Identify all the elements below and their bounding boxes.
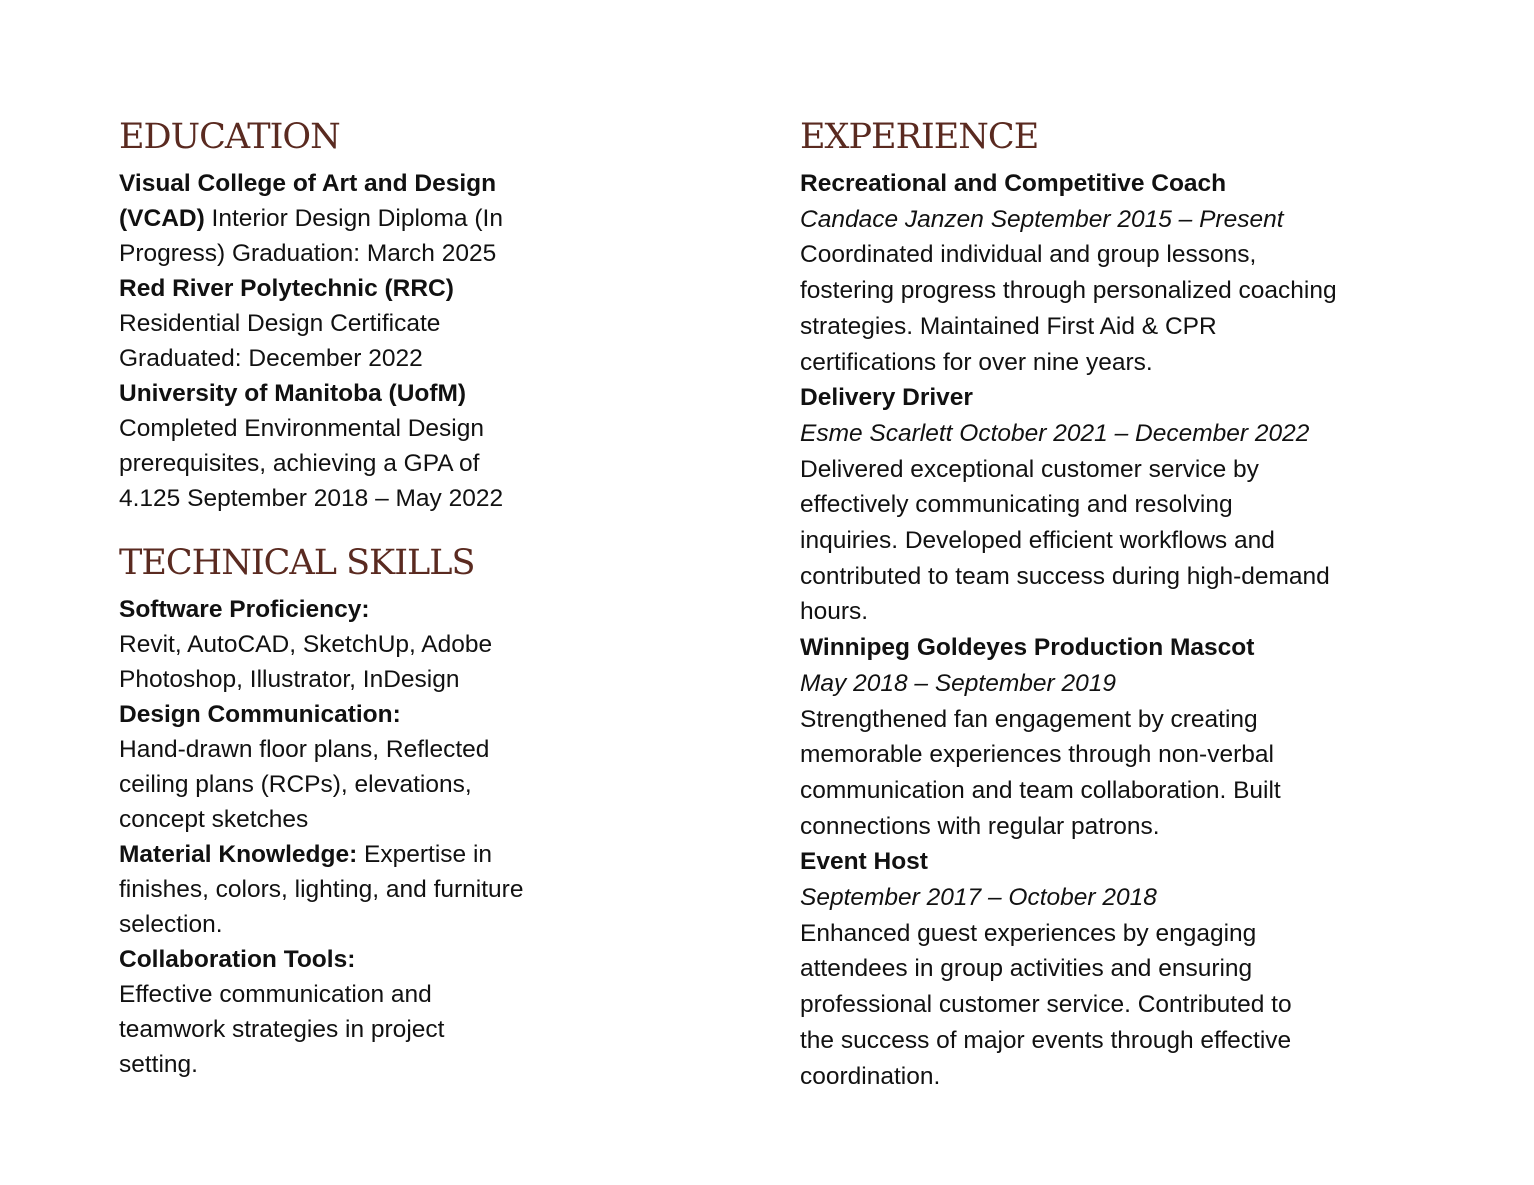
job-description-line: certifications for over nine years.: [800, 348, 1153, 376]
job-description-line: Strengthened fan engagement by creating: [800, 705, 1258, 733]
job-description-line: the success of major events through effective: [800, 1026, 1292, 1054]
school-name: University of Manitoba (UofM): [119, 380, 467, 407]
skill-line: Photoshop, Illustrator, InDesign: [119, 666, 460, 693]
job-description-line: Delivered exceptional customer service by: [800, 455, 1259, 483]
job-description-line: effectively communicating and resolving: [800, 491, 1233, 519]
job-meta: May 2018 – September 2019: [800, 669, 1116, 697]
job-description-line: memorable experiences through non-verbal: [800, 741, 1274, 769]
job-meta: September 2017 – October 2018: [800, 884, 1157, 912]
education-line: [119, 201, 639, 236]
skill-line: [119, 837, 639, 872]
experience-section: [800, 112, 1440, 1094]
job-description-line: Coordinated individual and group lessons,: [800, 241, 1257, 269]
program-name: Interior Design Diploma (In: [204, 205, 503, 232]
job-meta: Candace Janzen September 2015 – Present: [800, 205, 1284, 233]
school-name: Red River Polytechnic (RRC): [119, 275, 454, 302]
experience-heading: EXPERIENCE: [800, 117, 1039, 157]
job-description-line: Enhanced guest experiences by engaging: [800, 919, 1257, 947]
job-description-line: fostering progress through personalized coaching: [800, 277, 1337, 305]
skill-line: Hand-drawn floor plans, Reflected: [119, 736, 490, 763]
education-line: 4.125 September 2018 – May 2022: [119, 485, 504, 512]
school-name: Visual College of Art and Design: [119, 170, 497, 197]
skill-line: setting.: [119, 1051, 198, 1078]
skill-label: Software Proficiency:: [119, 596, 370, 623]
job-title: Delivery Driver: [800, 384, 973, 412]
skill-line: Revit, AutoCAD, SketchUp, Adobe: [119, 631, 493, 658]
skill-line: selection.: [119, 911, 223, 938]
job-description-line: professional customer service. Contributed to: [800, 991, 1292, 1019]
job-description-line: contributed to team success during high-demand: [800, 562, 1330, 590]
job-title: Event Host: [800, 848, 928, 876]
job-description-line: inquiries. Developed efficient workflows and: [800, 527, 1275, 555]
skill-label: Design Communication:: [119, 701, 401, 728]
skills-section: [119, 538, 639, 1082]
education-line: Completed Environmental Design: [119, 415, 484, 442]
job-title: Winnipeg Goldeyes Production Mascot: [800, 634, 1255, 662]
skill-line: finishes, colors, lighting, and furniture: [119, 876, 524, 903]
education-heading: EDUCATION: [119, 117, 340, 157]
job-description-line: coordination.: [800, 1062, 941, 1090]
job-description-line: strategies. Maintained First Aid & CPR: [800, 312, 1217, 340]
education-line: prerequisites, achieving a GPA of: [119, 450, 480, 477]
job-entry: [800, 380, 1440, 630]
school-abbreviation: (VCAD): [119, 205, 205, 232]
education-line: Progress) Graduation: March 2025: [119, 240, 497, 267]
education-line: Graduated: December 2022: [119, 345, 423, 372]
skills-heading: TECHNICAL SKILLS: [119, 543, 475, 583]
job-meta: Esme Scarlett October 2021 – December 2022: [800, 419, 1310, 447]
right-column: [800, 112, 1440, 1094]
job-entry: [800, 166, 1440, 380]
skill-line: ceiling plans (RCPs), elevations,: [119, 771, 472, 798]
skill-label: Collaboration Tools:: [119, 946, 356, 973]
program-name: Residential Design Certificate: [119, 310, 441, 337]
job-title: Recreational and Competitive Coach: [800, 170, 1227, 197]
skill-line: teamwork strategies in project: [119, 1016, 445, 1043]
left-column: [119, 112, 639, 1082]
job-description-line: attendees in group activities and ensuring: [800, 955, 1253, 983]
skill-line: concept sketches: [119, 806, 309, 833]
job-description-line: communication and team collaboration. Built: [800, 776, 1281, 804]
skill-text: Expertise in: [357, 841, 493, 868]
skill-line: Effective communication and: [119, 981, 432, 1008]
job-description-line: connections with regular patrons.: [800, 812, 1160, 840]
job-entry: [800, 844, 1440, 1094]
job-entry: [800, 630, 1440, 844]
job-description-line: hours.: [800, 598, 869, 626]
education-section: [119, 112, 639, 516]
skill-label: Material Knowledge:: [119, 841, 358, 868]
